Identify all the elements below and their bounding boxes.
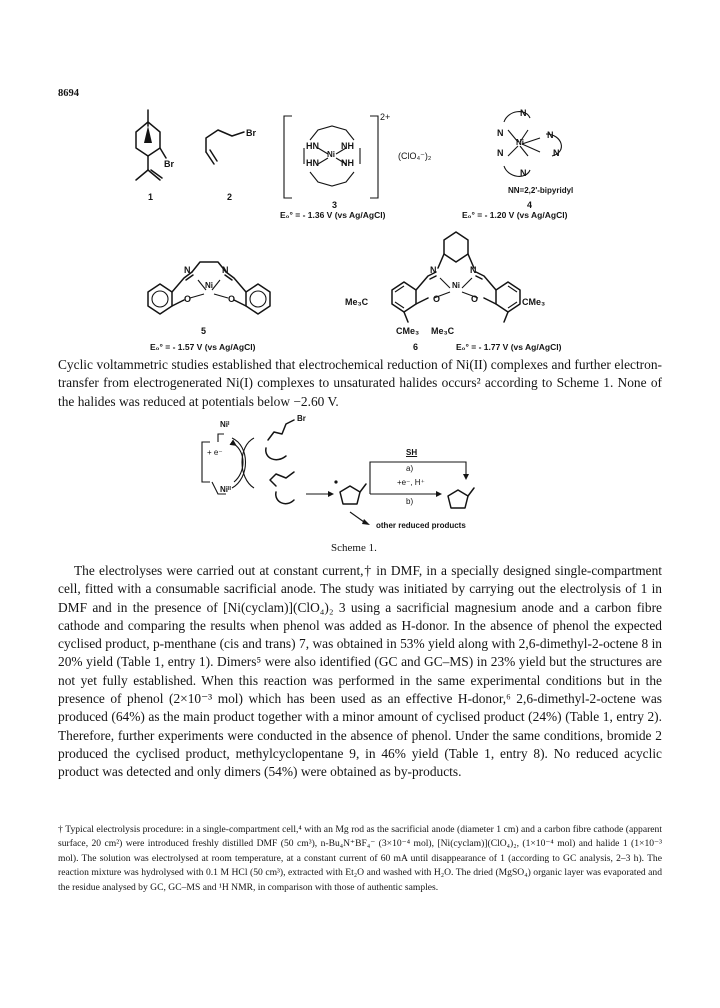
compound-6-atom-o-right: O: [471, 294, 479, 304]
scheme-bromine: Br: [297, 414, 306, 423]
compound-6-atom-n-left: N: [430, 265, 437, 275]
compound-4-atom-ni: Ni: [516, 138, 524, 147]
page-number: 8694: [58, 88, 79, 99]
intro-paragraph: Cyclic voltammetric studies established that electrochemical reduction of Ni(II) complexes and further electron-transfer from electrogenerated Ni(I) complexes to unsaturated halides occurs² according to Scheme 1. None of the halides was reduced at potentials below −2.60 V.: [58, 357, 662, 409]
compound-3-charge: 2+: [380, 112, 391, 122]
scheme-electron: + e⁻: [207, 448, 223, 457]
compound-4-atom-n-upper-right: N: [547, 130, 554, 140]
footnote: † Typical electrolysis procedure: in a single-compartment cell,⁴ with an Mg rod as the sacrificial anode (diameter 1 cm) and a carbon fibre cathode (apparent surface, 20 cm²) were introduced freshly distilled DMF (50 cm³), n-Bu₄N⁺BF₄⁻ (3×10⁻⁴ mol), [Ni(cyclam)](ClO₄)₂, (1×10⁻⁴ mol) and halide 1 (1×10⁻³ mol). The solution was electrolysed at room temperature, at a constant current of 60 mA until disappearance of 1 (according to GC analysis, 2–3 h). The reaction mixture was hydrolysed with 0.1 M HCl (50 cm³), extracted with Et₂O and washed with H₂O. The dried (MgSO₄) organic layer was evaporated and the residue analysed by GC, GC–MS and ¹H NMR, in comparison with those of authentic samples.: [58, 824, 662, 893]
compound-5-atom-o-right: O: [228, 294, 236, 304]
compound-5-potential: E₀° = - 1.57 V (vs Ag/AgCl): [150, 342, 256, 352]
compound-4-atom-n-lower-right: N: [553, 148, 560, 158]
compound-6-atom-o-left: O: [433, 294, 441, 304]
compound-1-structure: [100, 108, 170, 198]
compound-6-substituent-bottom-right: Me₃C: [431, 326, 455, 336]
compound-5-label: 5: [201, 326, 207, 336]
compound-2-label: 2: [227, 192, 233, 202]
scheme-path-a: a): [406, 464, 414, 473]
compound-2-bromine: Br: [246, 128, 257, 138]
compound-5-atom-ni: Ni: [205, 281, 213, 290]
compound-3-atom-hn-top: HN: [306, 141, 319, 151]
compound-6-substituent-right: CMe₃: [522, 297, 546, 307]
scheme-sh: SH: [406, 448, 418, 457]
compound-1-bromine: Br: [164, 159, 175, 169]
compound-3-atom-hn-bottom: HN: [306, 158, 319, 168]
compound-4-atom-n-lower-left: N: [497, 148, 504, 158]
compound-5-atom-n-right: N: [222, 265, 229, 275]
compound-4-atom-n-upper-left: N: [497, 128, 504, 138]
compound-5-atom-o-left: O: [184, 294, 192, 304]
compound-4-structure: [478, 104, 578, 184]
compound-4-label: 4: [527, 200, 533, 210]
compound-6-substituent-left: Me₃C: [345, 297, 369, 307]
compound-4-potential: E₀° = - 1.20 V (vs Ag/AgCl): [462, 210, 568, 220]
main-paragraph: The electrolyses were carried out at constant current,† in DMF, in a specially designed single-compartment cell, fitted with a consumable sacrificial anode. The study was initiated by carrying out the electrolysis of 1 in DMF and in the presence of [Ni(cyclam)](ClO₄)₂ 3 using a sacrificial magnesium anode and a carbon fibre cathode and comparing the results when phenol was added as H-donor. In the absence of phenol the expected cyclised product, p-menthane (cis and trans) 7, was obtained in 53% yield along with 2,6-dimethyl-2-octene 8 in 20% yield (Table 1, entry 1). Dimers⁵ were also identified (GC and GC–MS) in 23% yield but the structures are not yet fully established. When this reaction was performed in the same experimental conditions but in the presence of phenol (2×10⁻³ mol) which has been used as an effective H-donor,⁶ 2,6-dimethyl-2-octene was produced (64%) as the main product together with a minor amount of cyclised product (24%) (Table 1, entry 2). Therefore, further experiments were conducted in the absence of phenol. Under the same conditions, bromide 2 produced the cyclised product, methylcyclopentane 9, in 46% yield (Table 1, entry 8). No reduced acyclic product was detected and only dimers (54%) were obtained as by-products.: [58, 563, 662, 780]
compound-3-label: 3: [332, 200, 338, 210]
scheme-caption: Scheme 1.: [331, 542, 377, 554]
scheme-path-b: b): [406, 497, 414, 506]
compound-3-counterion: (ClO₄⁻)₂: [398, 151, 432, 161]
compound-3-atom-nh-bottom: NH: [341, 158, 354, 168]
compound-6-atom-ni: Ni: [452, 281, 460, 290]
compound-1-label: 1: [148, 192, 154, 202]
compound-6-atom-n-right: N: [470, 265, 477, 275]
scheme-ni-i: Niᴵ: [220, 420, 230, 429]
scheme-ni-ii: Niᴵᴵ: [220, 485, 231, 494]
compound-6-label: 6: [413, 342, 419, 352]
compound-3-potential: E₀° = - 1.36 V (vs Ag/AgCl): [280, 210, 386, 220]
scheme-other-products: other reduced products: [376, 521, 466, 530]
compound-3-atom-nh-top: NH: [341, 141, 354, 151]
compound-4-atom-n-bottom: N: [520, 168, 527, 178]
compound-6-potential: E₀° = - 1.77 V (vs Ag/AgCl): [456, 342, 562, 352]
compound-5-atom-n-left: N: [184, 265, 191, 275]
compound-3-atom-ni: Ni: [327, 150, 335, 159]
compound-4-atom-n-top: N: [520, 108, 527, 118]
scheme-reductant: +e⁻, H⁺: [397, 478, 425, 487]
compound-6-substituent-bottom-left: CMe₃: [396, 326, 420, 336]
compound-4-ligand-note: NN=2,2'-bipyridyl: [508, 186, 574, 195]
scheme-1-diagram: [190, 412, 510, 532]
